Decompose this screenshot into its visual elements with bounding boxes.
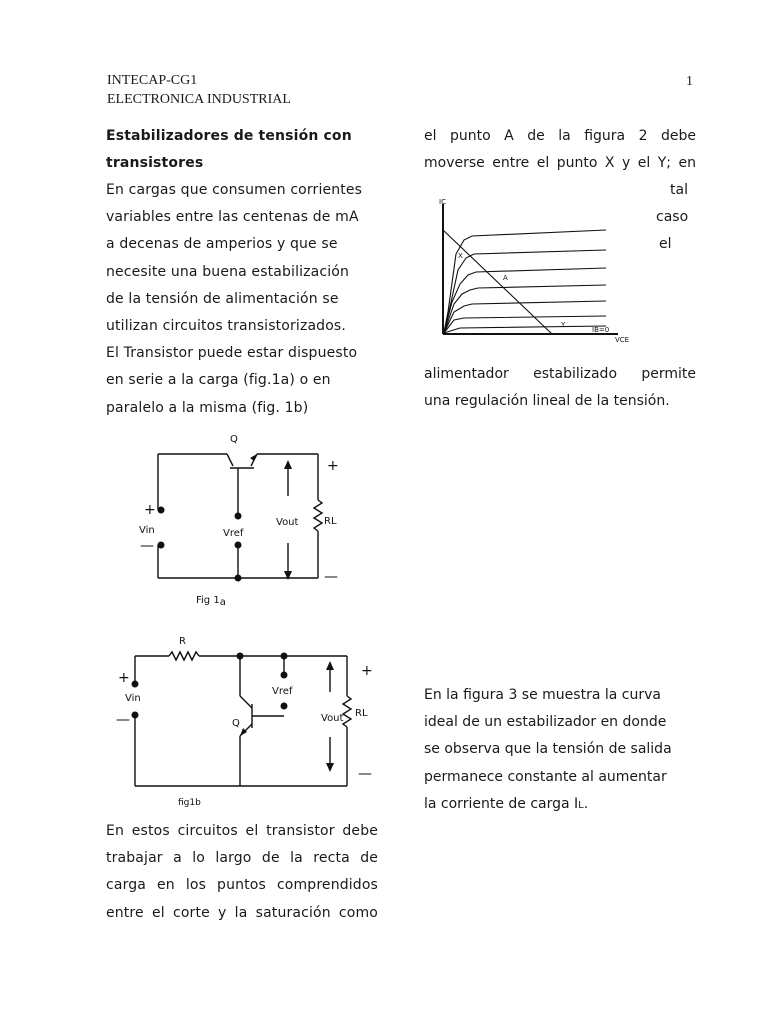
header-line-1: INTECAP-CG1 — [107, 73, 198, 88]
paragraph-line: utilizan circuitos transistorizados. — [106, 318, 346, 335]
terminal-node — [158, 507, 165, 514]
paragraph-line: el punto A de la figura 2 debe — [424, 128, 696, 144]
paragraph-line: permanece constante al aumentar — [424, 768, 667, 785]
point-a-label: A — [503, 274, 508, 282]
label-rl: RL — [355, 708, 368, 719]
paragraph-line: una regulación lineal de la tensión. — [424, 393, 670, 410]
figure-caption: fig1b — [178, 798, 201, 808]
vin-minus-sign: — — [116, 712, 130, 728]
resistor-rl — [343, 696, 351, 727]
ib-curve — [444, 250, 606, 333]
heading-line-2: transistores — [106, 155, 204, 172]
paragraph-line: En cargas que consumen corrientes — [106, 182, 363, 198]
paragraph-line: trabajar a lo largo de la recta de — [106, 850, 378, 867]
paragraph-line: necesite una buena estabilización — [106, 263, 350, 280]
terminal-node — [132, 681, 139, 688]
resistor-rl — [314, 500, 322, 531]
point-x-label: X — [458, 252, 463, 260]
paragraph-line: carga en los puntos comprendidos — [106, 877, 378, 894]
paragraph-line: de la tensión de alimentación se — [106, 290, 339, 307]
label-vref: Vref — [223, 528, 244, 539]
side-words — [656, 177, 696, 259]
terminal-node — [281, 672, 288, 679]
heading-line-1: Estabilizadores de tensión con — [106, 128, 352, 144]
point-y-label: Y — [561, 321, 566, 329]
resistor-r — [169, 652, 199, 660]
label-r: R — [179, 636, 186, 647]
arrow-up-icon — [284, 460, 292, 469]
arrow-up-icon — [326, 661, 334, 670]
figure-caption — [196, 595, 226, 608]
side-word: el — [659, 236, 672, 253]
current-subscript: L — [578, 799, 584, 811]
paragraph-line: moverse entre el punto X y el Y; en — [424, 155, 696, 172]
label-vout: Vout — [276, 517, 299, 528]
paragraph-line: En estos circuitos el transistor debe — [106, 823, 378, 839]
label-vout: Vout — [321, 713, 344, 724]
label-vin: Vin — [139, 525, 155, 536]
paragraph-line: alimentador estabilizado permite — [424, 366, 696, 382]
label-q: Q — [230, 434, 238, 445]
y-axis-label: IC — [439, 198, 446, 206]
section-heading — [106, 123, 378, 177]
figure-3-paragraph — [424, 682, 696, 819]
ib-curve — [444, 268, 606, 333]
vin-plus-sign: + — [144, 502, 156, 518]
figure-1a-series-circuit — [130, 428, 370, 613]
ib-zero-label: IB=0 — [592, 326, 610, 334]
vin-plus-sign: + — [118, 670, 130, 686]
paragraph-text: la corriente de carga I — [424, 795, 579, 812]
label-vref: Vref — [272, 686, 293, 697]
paragraph-line: variables entre las centenas de mA — [106, 209, 359, 226]
x-axis-label: VCE — [615, 336, 630, 344]
page-number: 1 — [686, 74, 693, 89]
side-word: caso — [656, 209, 689, 226]
vout-minus-sign: — — [358, 766, 372, 782]
regulation-paragraph — [424, 361, 696, 415]
paragraph-line: ideal de un estabilizador en donde — [424, 714, 667, 731]
junction-node — [235, 575, 242, 582]
paragraph-line: a decenas de amperios y que se — [106, 236, 338, 253]
vout-minus-sign: — — [324, 569, 338, 585]
vin-minus-sign: — — [140, 538, 154, 554]
transistor-collector — [227, 454, 233, 466]
vout-plus-sign: + — [327, 458, 339, 474]
paragraph-line: En la figura 3 se muestra la curva — [424, 687, 661, 703]
load-line-paragraph — [106, 818, 378, 927]
arrow-down-icon — [326, 763, 334, 772]
caption-text: Fig 1 — [196, 595, 220, 606]
label-vin: Vin — [125, 693, 141, 704]
figure-1b-shunt-circuit — [112, 628, 382, 813]
ib-curve — [444, 316, 606, 333]
side-word: tal — [670, 182, 688, 198]
vout-plus-sign: + — [361, 663, 373, 679]
paragraph-line: El Transistor puede estar dispuesto — [106, 345, 358, 362]
terminal-node — [281, 703, 288, 710]
period: . — [583, 795, 589, 812]
terminal-node — [235, 513, 242, 520]
paragraph-line: paralelo a la misma (fig. 1b) — [106, 399, 309, 416]
intro-paragraph — [106, 177, 378, 422]
continuation-paragraph — [424, 123, 696, 177]
paragraph-line: en serie a la carga (fig.1a) o en — [106, 372, 331, 389]
label-rl: RL — [324, 516, 337, 527]
paragraph-line-with-subscript — [424, 791, 696, 819]
paragraph-line: entre el corte y la saturación como — [106, 904, 378, 921]
transistor-collector — [240, 696, 252, 708]
document-header — [107, 71, 291, 109]
figure-2-characteristic-curves — [430, 192, 640, 347]
caption-subscript: a — [219, 597, 226, 608]
ib-curve — [444, 326, 606, 333]
paragraph-line: se observa que la tensión de salida — [424, 741, 672, 758]
header-line-2: ELECTRONICA INDUSTRIAL — [107, 92, 291, 107]
label-q: Q — [232, 718, 240, 729]
